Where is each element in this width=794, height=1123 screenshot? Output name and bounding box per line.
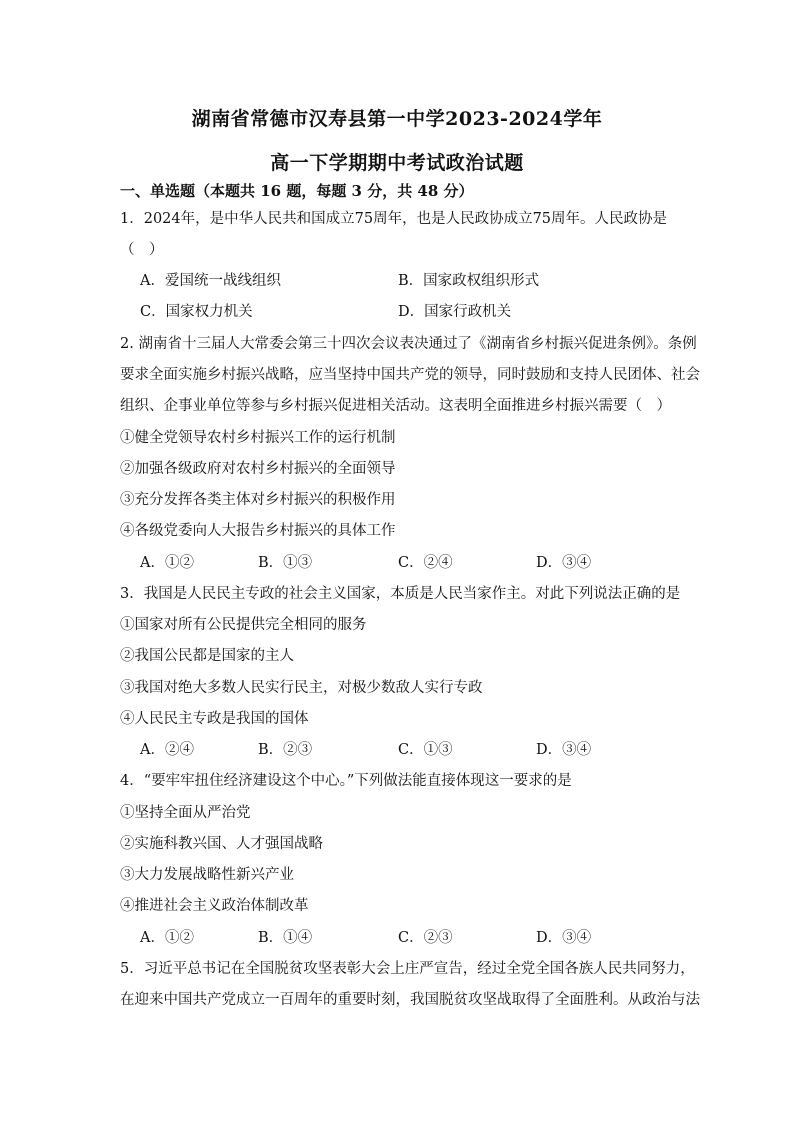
section-heading: 一、单选题（本题共 16 题，每题 3 分，共 48 分） xyxy=(120,182,474,200)
document-title-line2: 高一下学期期中考试政治试题 xyxy=(270,152,524,174)
question-1-option-d: D．国家行政机关 xyxy=(398,304,512,320)
question-3-option-c: C．①③ xyxy=(398,742,453,758)
question-1-option-c: C．国家权力机关 xyxy=(140,304,253,320)
question-2-stem: 2. 湖南省十三届人大常委会第三十四次会议表决通过了《湖南省乡村振兴促进条例》。条例 xyxy=(120,336,697,352)
question-3-stem: 3．我国是人民民主专政的社会主义国家，本质是人民当家作主。对此下列说法正确的是 xyxy=(120,586,681,602)
question-2-statement: ①健全党领导农村乡村振兴工作的运行机制 xyxy=(120,430,396,446)
question-2-stem: 组织、企事业单位等参与乡村振兴促进相关活动。这表明全面推进乡村振兴需要（ ） xyxy=(120,398,671,414)
question-2-option-d: D．③④ xyxy=(536,555,592,571)
question-4-statement: ④推进社会主义政治体制改革 xyxy=(120,898,309,914)
question-4-stem: 4．“要牢牢扭住经济建设这个中心。”下列做法能直接体现这一要求的是 xyxy=(120,773,572,789)
question-4-option-b: B．①④ xyxy=(258,930,313,946)
question-3-option-d: D．③④ xyxy=(536,742,592,758)
question-3-statement: ④人民民主专政是我国的国体 xyxy=(120,711,309,727)
question-2-statement: ②加强各级政府对农村乡村振兴的全面领导 xyxy=(120,461,396,477)
question-4-option-a: A．①② xyxy=(140,930,194,946)
question-1-stem: （ ） xyxy=(120,242,164,258)
question-3-option-b: B．②③ xyxy=(258,742,313,758)
question-2-option-a: A．①② xyxy=(140,555,194,571)
question-5-stem: 在迎来中国共产党成立一百周年的重要时刻，我国脱贫攻坚战取得了全面胜利。从政治与法 xyxy=(120,992,700,1008)
question-4-option-d: D．③④ xyxy=(536,930,592,946)
document-title-line1: 湖南省常德市汉寿县第一中学2023-2024学年 xyxy=(191,108,603,130)
question-1-stem: 1．2024年，是中华人民共和国成立75周年，也是人民政协成立75周年。人民政协是 xyxy=(120,211,668,227)
question-3-statement: ③我国对绝大多数人民实行民主，对极少数敌人实行专政 xyxy=(120,680,483,696)
question-5-stem: 5．习近平总书记在全国脱贫攻坚表彰大会上庄严宣告，经过全党全国各族人民共同努力， xyxy=(120,961,695,977)
question-1-option-a: A．爱国统一战线组织 xyxy=(140,273,281,289)
question-2-option-b: B．①③ xyxy=(258,555,313,571)
question-2-stem: 要求全面实施乡村振兴战略，应当坚持中国共产党的领导，同时鼓励和支持人民团体、社会 xyxy=(120,367,700,383)
question-4-statement: ②实施科教兴国、人才强国战略 xyxy=(120,836,323,852)
question-2-option-c: C．②④ xyxy=(398,555,453,571)
question-1-option-b: B．国家政权组织形式 xyxy=(398,273,540,289)
question-3-option-a: A．②④ xyxy=(140,742,194,758)
question-4-statement: ①坚持全面从严治党 xyxy=(120,805,251,821)
question-4-statement: ③大力发展战略性新兴产业 xyxy=(120,867,294,883)
question-4-option-c: C．②③ xyxy=(398,930,453,946)
question-3-statement: ①国家对所有公民提供完全相同的服务 xyxy=(120,617,367,633)
question-2-statement: ③充分发挥各类主体对乡村振兴的积极作用 xyxy=(120,492,396,508)
question-2-statement: ④各级党委向人大报告乡村振兴的具体工作 xyxy=(120,523,396,539)
question-3-statement: ②我国公民都是国家的主人 xyxy=(120,648,294,664)
